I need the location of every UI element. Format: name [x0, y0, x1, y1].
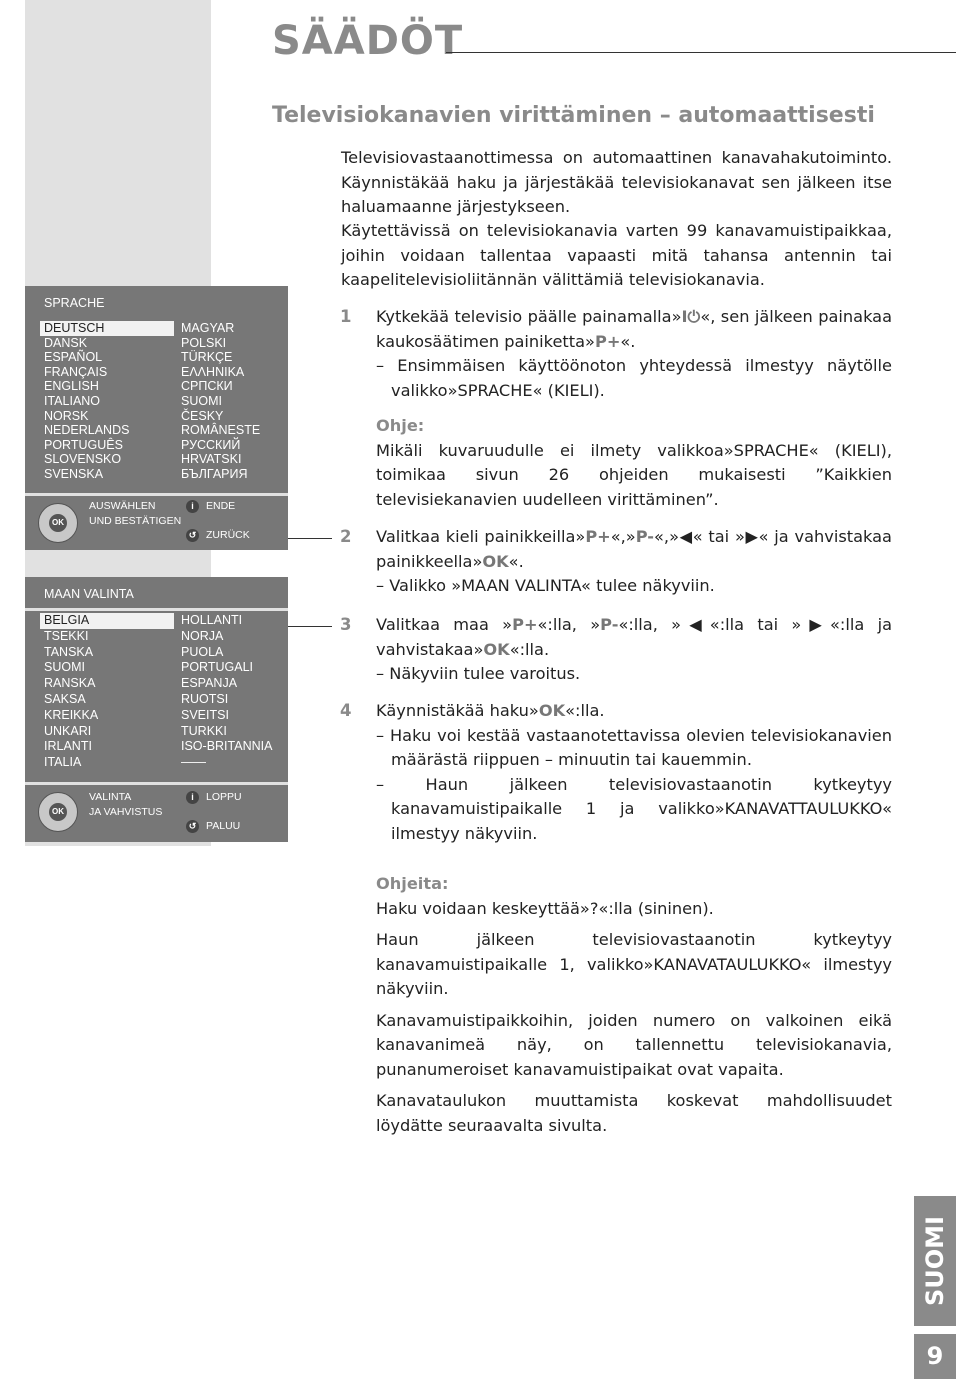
country-list-left	[44, 613, 174, 771]
footer-hint: AUSWÄHLEN	[89, 500, 156, 512]
menu-option[interactable]: ——	[181, 755, 206, 770]
step-number: 2	[340, 527, 352, 546]
info-icon: i	[186, 791, 199, 804]
page-title: SÄÄDÖT	[272, 18, 464, 64]
menu-option[interactable]: NORJA	[181, 628, 224, 643]
menu-option[interactable]: ENGLISH	[44, 379, 99, 394]
step-3-sub: – Näkyviin tulee varoitus.	[376, 664, 581, 683]
connector-line	[288, 538, 332, 539]
footer-hint: LOPPU	[206, 791, 242, 803]
menu-option[interactable]: ESPAÑOL	[44, 350, 103, 365]
menu-option[interactable]: TANSKA	[44, 644, 94, 659]
menu-option[interactable]: PORTUGALI	[181, 660, 254, 675]
footer-hint: VALINTA	[89, 791, 132, 803]
language-list-right	[181, 321, 260, 482]
menu-option[interactable]: HRVATSKI	[181, 452, 242, 467]
header-rule	[446, 52, 956, 53]
menu-maan-valinta	[25, 577, 288, 842]
menu-option[interactable]: TSEKKI	[44, 628, 89, 643]
menu-option[interactable]: SVENSKA	[44, 466, 104, 481]
menu-option[interactable]: SUOMI	[181, 393, 222, 408]
menu-option-selected[interactable]: BELGIA	[40, 613, 174, 629]
step-1-sub: – Ensimmäisen käyttöönoton yhteydessä ilmestyy näytölle valikko»SPRACHE« (KIELI).	[376, 356, 892, 400]
step-4-sub: – Haun jälkeen televisiovastaanotin kytkeytyy kanavamuistipaikalle 1 ja valikko»KANAVATTAULUKKO« ilmestyy näkyviin.	[376, 774, 892, 843]
step-2-sub: – Valikko »MAAN VALINTA« tulee näkyviin.	[376, 576, 715, 595]
step-2: Valitkaa kieli painikkeilla»P+«,»P-«,»◀« tai »▶« ja vahvistakaa painikkeella»OK«. – Valikko »MAAN VALINTA« tulee näkyviin.	[376, 525, 892, 599]
menu-sprache	[25, 286, 288, 550]
menu-title: MAAN VALINTA	[44, 587, 134, 601]
tips-title: Ohjeita:	[376, 874, 449, 893]
step-3: Valitkaa maa »P+«:lla, »P-«:lla, »◀«:lla tai »▶«:lla ja vahvistakaa»OK«:lla. – Näkyviin tulee varoitus.	[376, 613, 892, 687]
note-title: Ohje:	[376, 416, 425, 435]
menu-option[interactable]: SVEITSI	[181, 707, 229, 722]
menu-option[interactable]: PORTUGUÊS	[44, 437, 123, 452]
step-4: Käynnistäkää haku»OK«:lla. – Haku voi kestää vastaanotettavissa olevien televisiokanavien määrästä riippuen – minuutin tai kauemmin. – Haun jälkeen televisiovastaanotin kytkeytyy kanavamuistipaikalle 1 ja valikko»KANAVATTAULUKKO« ilmestyy näkyviin.	[376, 699, 892, 846]
step-number: 1	[340, 307, 352, 326]
info-icon: i	[186, 500, 199, 513]
step-number: 3	[340, 615, 352, 634]
menu-option[interactable]: FRANÇAIS	[44, 364, 108, 379]
country-list-right	[181, 613, 272, 771]
menu-option[interactable]: TÜRKÇE	[181, 350, 233, 365]
intro-paragraph-1: Televisiovastaanottimessa on automaattinen kanavahakutoiminto. Käynnistäkää haku ja järjestäkää televisiokanavat sen jälkeen itse haluamaanne järjestykseen.	[341, 148, 892, 216]
menu-option[interactable]: ESPANJA	[181, 676, 238, 691]
menu-divider	[25, 782, 288, 785]
language-list-left	[44, 321, 174, 482]
menu-option[interactable]: SLOVENSKO	[44, 452, 122, 467]
menu-option[interactable]: POLSKI	[181, 335, 227, 350]
language-tab: SUOMI	[921, 1216, 949, 1306]
menu-option[interactable]: PUOLA	[181, 644, 224, 659]
menu-option[interactable]: DANSK	[44, 335, 88, 350]
menu-option[interactable]: ISO-BRITANNIA	[181, 739, 273, 754]
blue-button-icon: ?	[589, 898, 599, 918]
footer-hint: JA VAHVISTUS	[89, 806, 163, 818]
back-icon: ↺	[186, 820, 199, 833]
menu-option[interactable]: TURKKI	[181, 723, 227, 738]
menu-option[interactable]: SAKSA	[44, 691, 86, 706]
menu-option[interactable]: СРПСКИ	[181, 379, 233, 394]
menu-option[interactable]: SUOMI	[44, 660, 85, 675]
footer-hint: PALUU	[206, 820, 241, 832]
menu-option[interactable]: NORSK	[44, 408, 89, 423]
menu-option[interactable]: ΕΛΛΗΝΙΚΑ	[181, 364, 245, 379]
menu-option[interactable]: HOLLANTI	[181, 613, 243, 627]
menu-option[interactable]: ITALIANO	[44, 393, 101, 408]
intro-paragraph-2: Käytettävissä on televisiokanavia varten 99 kanavamuistipaikkaa, joihin voidaan tallentaa vapaasti mitä tahansa antennin tai kaapelitelevisioliitännän välittämiä televisiokanavia.	[341, 221, 892, 289]
menu-option[interactable]: RANSKA	[44, 676, 96, 691]
menu-option[interactable]: MAGYAR	[181, 321, 235, 335]
menu-option[interactable]: ITALIA	[44, 755, 82, 770]
step-number: 4	[340, 701, 352, 720]
step-4-sub: – Haku voi kestää vastaanotettavissa olevien televisiokanavien määrästä riippuen – minuutin tai kauemmin.	[376, 725, 892, 769]
menu-option[interactable]: ČESKY	[181, 408, 224, 423]
note-text: Mikäli kuvaruudulle ei ilmety valikkoa»SPRACHE« (KIELI), toimikaa sivun 26 ohjeiden mukaisesti ”Kaikkien televisiekanavien uudelleen virittäminen”.	[376, 440, 892, 509]
menu-title: SPRACHE	[44, 296, 105, 310]
connector-line	[288, 626, 332, 627]
menu-option[interactable]: NEDERLANDS	[44, 423, 130, 438]
tip-3: Kanavamuistipaikkoihin, joiden numero on valkoinen eikä kanavanimeä näy, on tallennettu televisiokanavia, punanumeroiset kanavamuistipaikat ovat vapaita.	[376, 1010, 892, 1079]
ok-button-icon: OK	[38, 503, 78, 543]
ok-button-icon: OK	[38, 792, 78, 832]
menu-option[interactable]: KREIKKA	[44, 707, 99, 722]
menu-option[interactable]: ROMÂNESTE	[181, 423, 261, 438]
step-1: Kytkekää televisio päälle painamalla»I⏻«, sen jälkeen painakaa kaukosäätimen painiketta»P+«. – Ensimmäisen käyttöönoton yhteydessä ilmestyy näytölle valikko»SPRACHE« (KIELI).	[376, 305, 892, 403]
tip-4: Kanavataulukon muuttamista koskevat mahdollisuudet löydätte seuraavalta sivulta.	[376, 1091, 892, 1135]
footer-hint: ENDE	[206, 500, 236, 512]
tip-2: Haun jälkeen televisiovastaanotin kytkeytyy kanavamuistipaikalle 1, valikko»KANAVATAULUKKO« ilmestyy näkyviin.	[376, 930, 892, 998]
menu-divider	[25, 608, 288, 611]
footer-hint: UND BESTÄTIGEN	[89, 515, 182, 527]
note-block	[376, 414, 892, 512]
menu-option[interactable]: UNKARI	[44, 723, 92, 738]
page-number: 9	[914, 1334, 956, 1379]
footer-hint: ZURÜCK	[206, 529, 250, 541]
menu-option[interactable]: RUOTSI	[181, 691, 229, 706]
back-icon: ↺	[186, 529, 199, 542]
tips-block	[376, 872, 892, 1138]
menu-option[interactable]: БЪЛГАРИЯ	[181, 466, 248, 481]
menu-divider	[25, 493, 288, 496]
menu-option[interactable]: IRLANTI	[44, 739, 92, 754]
section-title: Televisiokanavien virittäminen – automaattisesti	[272, 103, 875, 128]
menu-option-selected[interactable]: DEUTSCH	[40, 321, 174, 336]
menu-option[interactable]: РУССКИЙ	[181, 437, 241, 452]
tip-1: Haku voidaan keskeyttää»?«:lla (sininen).	[376, 898, 714, 918]
